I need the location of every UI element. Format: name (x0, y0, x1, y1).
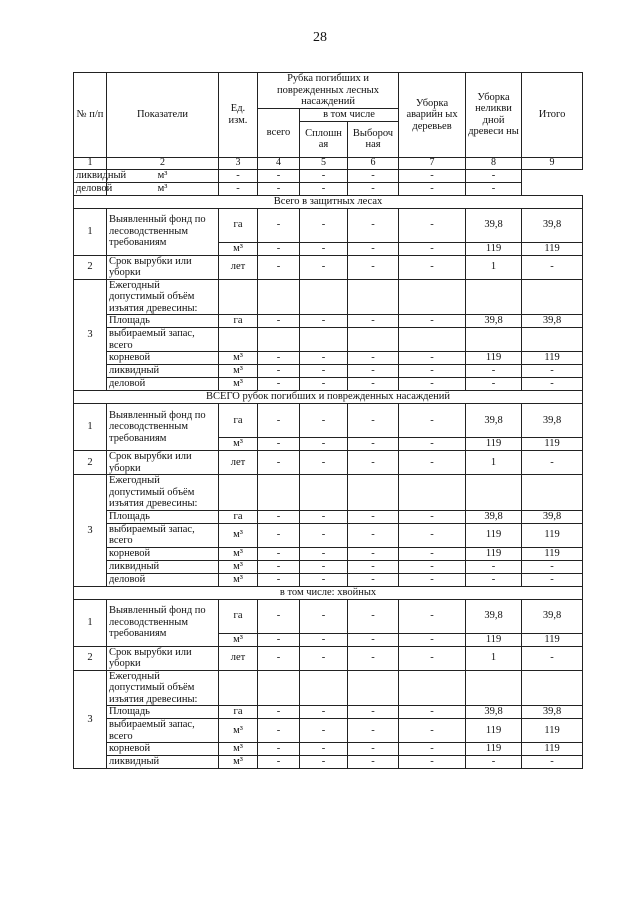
value-cell: - (348, 633, 399, 646)
value-cell: - (399, 547, 466, 560)
section-title: ВСЕГО рубок погибших и поврежденных насаждений (74, 391, 583, 404)
value-cell (258, 279, 300, 315)
value-cell: - (300, 573, 348, 586)
value-cell: - (399, 169, 466, 182)
row-number: 2 (74, 451, 107, 475)
value-cell (466, 279, 522, 315)
unit-cell: лет (219, 255, 258, 279)
value-cell: - (258, 182, 300, 195)
value-cell: - (466, 365, 522, 378)
indicator-name: выбираемый запас, всего (107, 328, 219, 352)
unit-cell: м³ (219, 756, 258, 769)
section-row (74, 586, 583, 599)
value-cell (300, 328, 348, 352)
indicator-name: ликвидный (107, 365, 219, 378)
table-row (74, 706, 583, 719)
indicator-name: Срок вырубки или уборки (107, 255, 219, 279)
value-cell: - (399, 523, 466, 547)
indicator-name: Ежегодный допустимый объём изъятия древесины: (107, 475, 219, 511)
value-cell: - (300, 242, 348, 255)
header-total: всего (258, 108, 300, 157)
value-cell: - (348, 182, 399, 195)
value-cell: - (348, 438, 399, 451)
unit-cell: м³ (219, 352, 258, 365)
value-cell: - (348, 743, 399, 756)
value-cell: - (258, 242, 300, 255)
value-cell: - (348, 255, 399, 279)
value-cell: 1 (466, 646, 522, 670)
header-including: в том числе (300, 108, 399, 121)
unit-cell: м³ (219, 365, 258, 378)
unit-cell (219, 279, 258, 315)
value-cell: 39,8 (466, 404, 522, 438)
table-row (74, 378, 583, 391)
table-row (74, 547, 583, 560)
value-cell: - (258, 352, 300, 365)
unit-cell: м³ (219, 719, 258, 743)
value-cell (466, 670, 522, 706)
row-number: 3 (74, 475, 107, 587)
unit-cell: м³ (107, 182, 219, 195)
row-number: 3 (74, 670, 107, 769)
header-emergency: Уборка аварийн ых деревьев (399, 73, 466, 158)
table-row (74, 756, 583, 769)
value-cell: 39,8 (522, 404, 583, 438)
value-cell: - (348, 352, 399, 365)
value-cell: - (300, 719, 348, 743)
value-cell: - (399, 633, 466, 646)
value-cell: 119 (522, 523, 583, 547)
value-cell (300, 670, 348, 706)
value-cell: 119 (522, 242, 583, 255)
value-cell: - (399, 560, 466, 573)
value-cell: - (300, 560, 348, 573)
row-number: 3 (74, 279, 107, 391)
value-cell: - (522, 255, 583, 279)
table-row (74, 646, 583, 670)
value-cell: - (348, 208, 399, 242)
value-cell: - (300, 743, 348, 756)
value-cell (258, 475, 300, 511)
table-row (74, 475, 583, 511)
page-number: 28 (313, 30, 327, 45)
indicator-name: ликвидный (107, 560, 219, 573)
value-cell: - (300, 352, 348, 365)
value-cell: - (399, 706, 466, 719)
value-cell: - (522, 573, 583, 586)
indicator-name: ликвидный (74, 169, 107, 182)
value-cell: - (348, 547, 399, 560)
indicator-name: Выявленный фонд по лесоводственным требованиям (107, 599, 219, 646)
table-row (74, 182, 583, 195)
indicator-name: Срок вырубки или уборки (107, 451, 219, 475)
value-cell: - (258, 378, 300, 391)
unit-cell (219, 328, 258, 352)
value-cell: - (399, 451, 466, 475)
value-cell: - (348, 719, 399, 743)
unit-cell: га (219, 706, 258, 719)
value-cell: - (258, 646, 300, 670)
value-cell: - (348, 756, 399, 769)
value-cell: - (399, 242, 466, 255)
column-number: 8 (466, 157, 522, 169)
unit-cell: м³ (219, 378, 258, 391)
value-cell: - (258, 706, 300, 719)
value-cell: - (399, 646, 466, 670)
value-cell: 39,8 (522, 208, 583, 242)
unit-cell: м³ (219, 547, 258, 560)
value-cell: - (348, 706, 399, 719)
value-cell: - (258, 169, 300, 182)
value-cell: - (348, 169, 399, 182)
unit-cell: м³ (219, 743, 258, 756)
header-indicators: Показатели (107, 73, 219, 158)
unit-cell: га (219, 404, 258, 438)
value-cell: 39,8 (466, 599, 522, 633)
value-cell: - (300, 706, 348, 719)
value-cell: 119 (522, 633, 583, 646)
indicator-name: ликвидный (107, 756, 219, 769)
header-sum: Итого (522, 73, 583, 158)
unit-cell: лет (219, 451, 258, 475)
table-row (74, 404, 583, 438)
value-cell: - (300, 182, 348, 195)
value-cell: - (348, 404, 399, 438)
value-cell (399, 328, 466, 352)
header-no: № п/п (74, 73, 107, 158)
table-row (74, 670, 583, 706)
unit-cell: м³ (219, 633, 258, 646)
indicator-name: Выявленный фонд по лесоводственным требованиям (107, 404, 219, 451)
row-number: 1 (74, 208, 107, 255)
value-cell: - (466, 182, 522, 195)
value-cell: - (258, 743, 300, 756)
value-cell: 39,8 (466, 208, 522, 242)
table-row (74, 451, 583, 475)
unit-cell: м³ (219, 523, 258, 547)
value-cell (399, 670, 466, 706)
column-number: 3 (219, 157, 258, 169)
value-cell: 39,8 (522, 510, 583, 523)
value-cell (522, 328, 583, 352)
indicator-name: деловой (74, 182, 107, 195)
value-cell: - (258, 599, 300, 633)
table-row (74, 328, 583, 352)
value-cell: - (399, 719, 466, 743)
value-cell: - (399, 599, 466, 633)
value-cell: - (300, 438, 348, 451)
section-row (74, 391, 583, 404)
indicator-name: корневой (107, 547, 219, 560)
value-cell: - (258, 315, 300, 328)
unit-cell: м³ (219, 560, 258, 573)
value-cell: 39,8 (522, 706, 583, 719)
value-cell: - (300, 633, 348, 646)
unit-cell: га (219, 599, 258, 633)
value-cell: - (522, 646, 583, 670)
value-cell: - (399, 315, 466, 328)
table-row (74, 365, 583, 378)
value-cell: - (522, 756, 583, 769)
value-cell: - (300, 599, 348, 633)
value-cell: - (522, 378, 583, 391)
table-row (74, 352, 583, 365)
value-cell: 119 (466, 743, 522, 756)
column-number: 2 (107, 157, 219, 169)
value-cell: - (348, 646, 399, 670)
value-cell (522, 279, 583, 315)
value-cell: - (399, 208, 466, 242)
value-cell: 39,8 (466, 510, 522, 523)
value-cell: - (399, 182, 466, 195)
section-row (74, 195, 583, 208)
value-cell: - (348, 242, 399, 255)
forest-felling-table (73, 72, 583, 769)
value-cell: - (258, 523, 300, 547)
indicator-name: Площадь (107, 315, 219, 328)
value-cell: - (399, 352, 466, 365)
value-cell (466, 328, 522, 352)
value-cell: - (348, 451, 399, 475)
value-cell: - (258, 547, 300, 560)
unit-cell: га (219, 510, 258, 523)
value-cell (348, 279, 399, 315)
value-cell: - (258, 208, 300, 242)
value-cell: - (466, 560, 522, 573)
value-cell: - (300, 315, 348, 328)
indicator-name: Выявленный фонд по лесоводственным требованиям (107, 208, 219, 255)
value-cell: - (300, 365, 348, 378)
unit-cell: м³ (219, 242, 258, 255)
indicator-name: деловой (107, 378, 219, 391)
value-cell: 1 (466, 451, 522, 475)
value-cell: - (258, 633, 300, 646)
value-cell (466, 475, 522, 511)
value-cell (399, 475, 466, 511)
indicator-name: деловой (107, 573, 219, 586)
row-number: 2 (74, 646, 107, 670)
unit-cell (219, 670, 258, 706)
value-cell: - (258, 756, 300, 769)
value-cell: - (399, 378, 466, 391)
table-row (74, 208, 583, 242)
unit-cell: м³ (219, 438, 258, 451)
header-unit: Ед. изм. (219, 73, 258, 158)
value-cell: - (300, 378, 348, 391)
value-cell: - (258, 438, 300, 451)
value-cell: - (258, 510, 300, 523)
value-cell: 39,8 (522, 599, 583, 633)
value-cell (399, 279, 466, 315)
indicator-name: выбираемый запас, всего (107, 719, 219, 743)
column-number: 4 (258, 157, 300, 169)
indicator-name: Площадь (107, 706, 219, 719)
indicator-name: Площадь (107, 510, 219, 523)
value-cell: - (466, 756, 522, 769)
value-cell: - (300, 404, 348, 438)
value-cell: 119 (466, 719, 522, 743)
value-cell: - (522, 451, 583, 475)
table-row (74, 743, 583, 756)
value-cell: - (348, 573, 399, 586)
value-cell: 119 (466, 352, 522, 365)
value-cell: - (399, 573, 466, 586)
row-number: 1 (74, 599, 107, 646)
value-cell: - (348, 365, 399, 378)
value-cell: 39,8 (522, 315, 583, 328)
value-cell: - (219, 182, 258, 195)
value-cell: - (348, 510, 399, 523)
value-cell: 119 (522, 719, 583, 743)
table-row (74, 599, 583, 633)
value-cell: - (466, 378, 522, 391)
value-cell: - (399, 438, 466, 451)
value-cell: - (258, 719, 300, 743)
value-cell (258, 328, 300, 352)
value-cell (300, 475, 348, 511)
row-number: 1 (74, 404, 107, 451)
indicator-name: выбираемый запас, всего (107, 523, 219, 547)
value-cell: 119 (522, 352, 583, 365)
value-cell: - (300, 208, 348, 242)
indicator-name: корневой (107, 743, 219, 756)
value-cell: 119 (466, 633, 522, 646)
value-cell: - (300, 510, 348, 523)
column-number: 7 (399, 157, 466, 169)
unit-cell: га (219, 315, 258, 328)
section-title: в том числе: хвойных (74, 586, 583, 599)
value-cell: 119 (466, 242, 522, 255)
header-nonliquid: Уборка неликви дной древеси ны (466, 73, 522, 158)
column-number: 5 (300, 157, 348, 169)
value-cell: - (258, 560, 300, 573)
value-cell (522, 475, 583, 511)
table-row (74, 315, 583, 328)
value-cell: - (522, 560, 583, 573)
indicator-name: Ежегодный допустимый объём изъятия древесины: (107, 670, 219, 706)
value-cell: - (399, 510, 466, 523)
value-cell: - (522, 365, 583, 378)
header-felling-group: Рубка погибших и поврежденных лесных насаждений (258, 73, 399, 109)
value-cell: 119 (522, 743, 583, 756)
value-cell (522, 670, 583, 706)
column-number: 1 (74, 157, 107, 169)
table-row (74, 510, 583, 523)
value-cell: - (258, 451, 300, 475)
value-cell: - (258, 365, 300, 378)
value-cell: - (300, 169, 348, 182)
value-cell: - (300, 547, 348, 560)
unit-cell: лет (219, 646, 258, 670)
row-number: 2 (74, 255, 107, 279)
value-cell: 119 (522, 438, 583, 451)
value-cell: 119 (522, 547, 583, 560)
value-cell (348, 670, 399, 706)
value-cell: - (348, 560, 399, 573)
table-row (74, 719, 583, 743)
value-cell (348, 328, 399, 352)
value-cell: - (348, 378, 399, 391)
value-cell: - (399, 756, 466, 769)
value-cell (258, 670, 300, 706)
value-cell: - (466, 573, 522, 586)
value-cell: - (399, 255, 466, 279)
value-cell: - (399, 743, 466, 756)
indicator-name: Ежегодный допустимый объём изъятия древесины: (107, 279, 219, 315)
value-cell: - (258, 404, 300, 438)
unit-cell (219, 475, 258, 511)
value-cell (348, 475, 399, 511)
value-cell: - (300, 756, 348, 769)
unit-cell: м³ (219, 573, 258, 586)
table-row (74, 169, 583, 182)
header-clear: Сплошн ая (300, 121, 348, 157)
value-cell: 119 (466, 523, 522, 547)
value-cell: 119 (466, 547, 522, 560)
table-row (74, 255, 583, 279)
table-row (74, 560, 583, 573)
value-cell: - (219, 169, 258, 182)
value-cell: 1 (466, 255, 522, 279)
indicator-name: корневой (107, 352, 219, 365)
value-cell: - (300, 451, 348, 475)
value-cell (300, 279, 348, 315)
value-cell: - (348, 599, 399, 633)
value-cell: - (300, 523, 348, 547)
table-row (74, 279, 583, 315)
value-cell: - (300, 255, 348, 279)
column-number: 9 (522, 157, 583, 169)
unit-cell: м³ (107, 169, 219, 182)
value-cell: - (300, 646, 348, 670)
value-cell: - (399, 404, 466, 438)
table-row (74, 523, 583, 547)
value-cell: - (348, 315, 399, 328)
value-cell: 39,8 (466, 315, 522, 328)
unit-cell: га (219, 208, 258, 242)
header-selective: Выбороч ная (348, 121, 399, 157)
indicator-name: Срок вырубки или уборки (107, 646, 219, 670)
value-cell: 39,8 (466, 706, 522, 719)
value-cell: - (258, 255, 300, 279)
column-number: 6 (348, 157, 399, 169)
value-cell: - (466, 169, 522, 182)
value-cell: - (399, 365, 466, 378)
value-cell: 119 (466, 438, 522, 451)
value-cell: - (258, 573, 300, 586)
table-row (74, 573, 583, 586)
section-title: Всего в защитных лесах (74, 195, 583, 208)
value-cell: - (348, 523, 399, 547)
